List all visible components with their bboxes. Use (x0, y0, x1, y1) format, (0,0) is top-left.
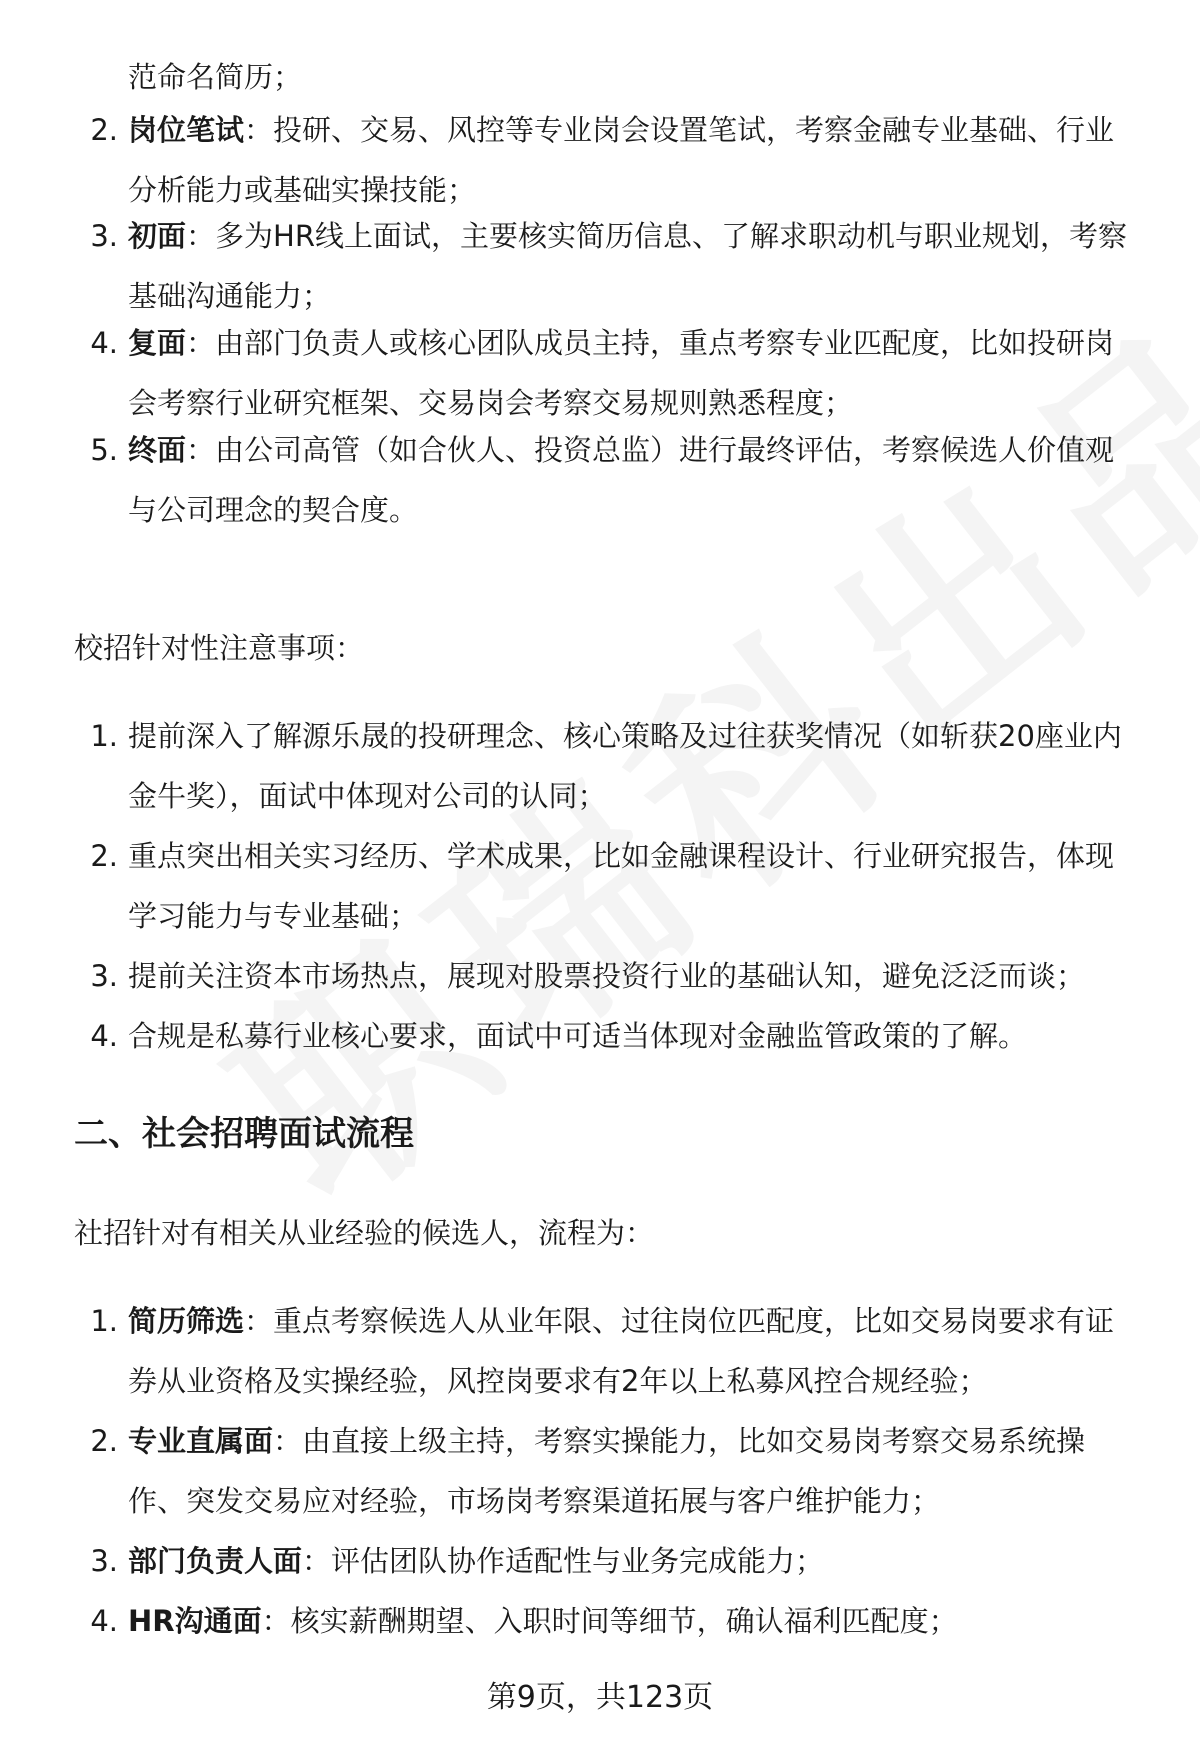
note-text: 提前深入了解源乐晟的投研理念、核心策略及过往获奖情况（如斩获20座业内 (128, 719, 1122, 753)
social-intro: 社招针对有相关从业经验的候选人，流程为： (74, 1216, 655, 1250)
step-text: 核实薪酬期望、入职时间等细节，确认福利匹配度； (290, 1604, 958, 1638)
list-number: 4. (90, 1019, 118, 1053)
note-text: 提前关注资本市场热点，展现对股票投资行业的基础认知，避免泛泛而谈； (128, 959, 1086, 993)
step-text: 多为HR线上面试，主要核实简历信息、了解求职动机与职业规划，考察 (215, 219, 1127, 253)
list-number: 1. (90, 719, 118, 753)
list-number: 2. (90, 113, 118, 147)
note-text-cont: 金牛奖），面试中体现对公司的认同； (128, 779, 607, 813)
list-number: 5. (90, 433, 118, 467)
step-title: 专业直属面 (128, 1424, 274, 1458)
step-text-cont: 券从业资格及实操经验，风控岗要求有2年以上私募风控合规经验； (128, 1364, 988, 1398)
step-text: 评估团队协作适配性与业务完成能力； (331, 1544, 825, 1578)
continuation-text: 范命名简历； (128, 60, 303, 94)
separator: ： (244, 1304, 274, 1338)
note-text: 合规是私募行业核心要求，面试中可适当体现对金融监管政策的了解。 (128, 1019, 1028, 1053)
list-number: 1. (90, 1304, 118, 1338)
list-number: 4. (90, 1604, 118, 1638)
step-title: 部门负责人面 (128, 1544, 303, 1578)
list-number: 3. (90, 1544, 118, 1578)
separator: ： (273, 1424, 303, 1458)
step-text-cont: 会考察行业研究框架、交易岗会考察交易规则熟悉程度； (128, 386, 854, 420)
step-title: 初面 (128, 219, 187, 253)
note-text: 重点突出相关实习经历、学术成果，比如金融课程设计、行业研究报告，体现 (128, 839, 1115, 873)
step-text: 重点考察候选人从业年限、过往岗位匹配度，比如交易岗要求有证 (273, 1304, 1115, 1338)
step-text: 由部门负责人或核心团队成员主持，重点考察专业匹配度，比如投研岗 (215, 326, 1115, 360)
step-title: 简历筛选 (128, 1304, 245, 1338)
section-heading: 二、社会招聘面试流程 (74, 1114, 414, 1154)
separator: ： (186, 433, 216, 467)
step-text: 投研、交易、风控等专业岗会设置笔试，考察金融专业基础、行业 (273, 113, 1115, 147)
note-text-cont: 学习能力与专业基础； (128, 899, 419, 933)
step-title: 岗位笔试 (128, 113, 245, 147)
list-number: 2. (90, 839, 118, 873)
separator: ： (186, 326, 216, 360)
step-title: HR沟通面 (128, 1604, 262, 1638)
step-text: 由公司高管（如合伙人、投资总监）进行最终评估，考察候选人价值观 (215, 433, 1115, 467)
page-number-footer: 第9页，共123页 (486, 1680, 714, 1715)
notes-intro: 校招针对性注意事项： (74, 631, 365, 665)
step-text-cont: 作、突发交易应对经验，市场岗考察渠道拓展与客户维护能力； (128, 1484, 941, 1518)
separator: ： (261, 1604, 291, 1638)
step-title: 终面 (128, 433, 187, 467)
list-number: 4. (90, 326, 118, 360)
step-text: 由直接上级主持，考察实操能力，比如交易岗考察交易系统操 (302, 1424, 1086, 1458)
separator: ： (186, 219, 216, 253)
list-number: 3. (90, 959, 118, 993)
step-text-cont: 与公司理念的契合度。 (128, 493, 419, 527)
step-title: 复面 (128, 326, 187, 360)
step-text-cont: 分析能力或基础实操技能； (128, 173, 477, 207)
step-text-cont: 基础沟通能力； (128, 279, 332, 313)
separator: ： (244, 113, 274, 147)
list-number: 3. (90, 219, 118, 253)
separator: ： (302, 1544, 332, 1578)
list-number: 2. (90, 1424, 118, 1458)
